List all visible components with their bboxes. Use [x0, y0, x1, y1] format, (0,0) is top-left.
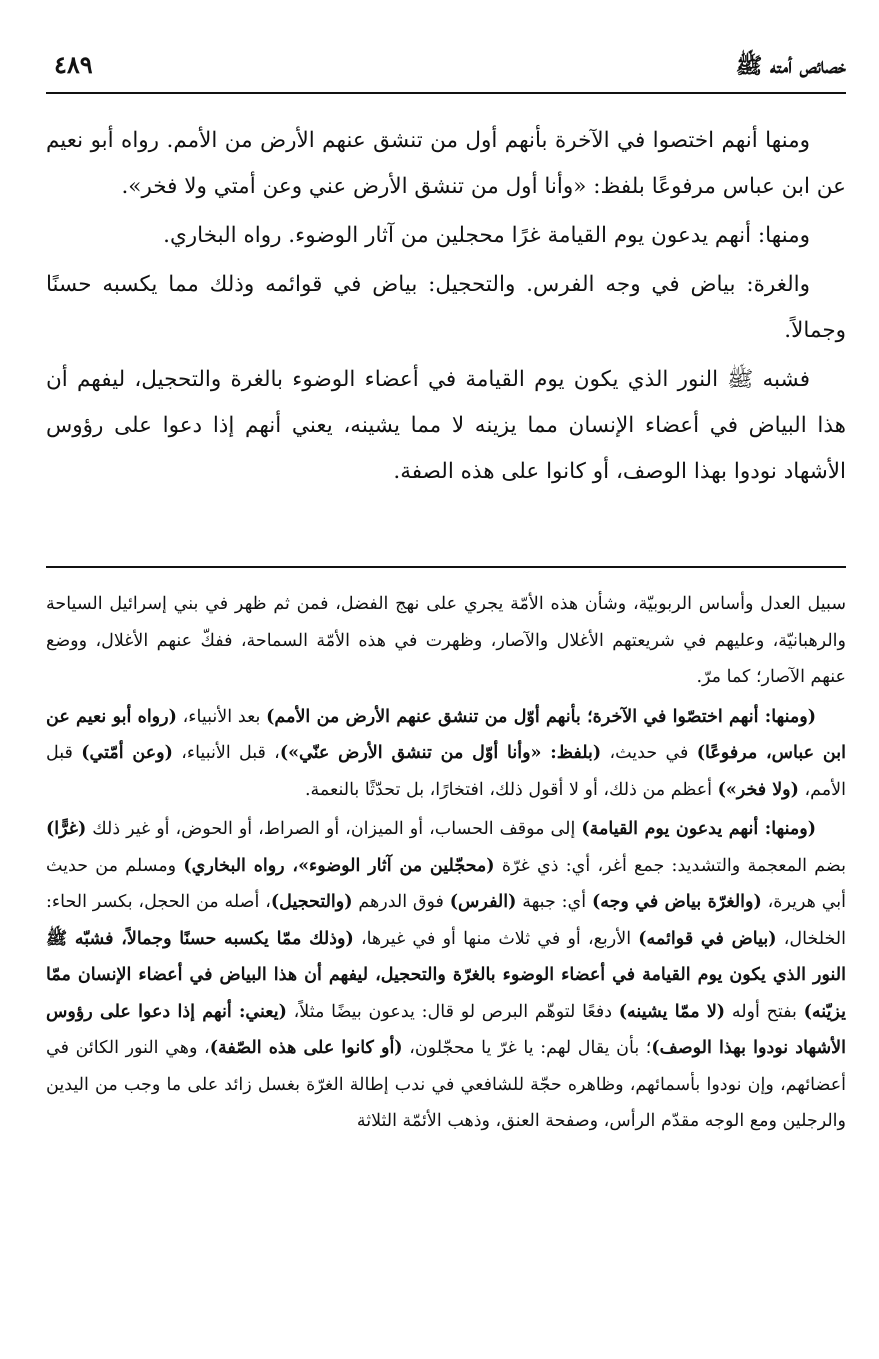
gloss-text: ، أصله من الحجل، بكسر الحاء: الخلخال، [46, 892, 846, 949]
commentary [46, 586, 846, 1143]
gloss-text: ؛ بأن يقال لهم: يا غرّ يا محجّلون، [402, 1038, 652, 1058]
gloss-text: إلى موقف الحساب، أو الميزان، أو الصراط، أو الحوض، أو غير ذلك [86, 819, 582, 839]
gloss-text: ، قبل الأنبياء، [172, 743, 280, 763]
gloss-text: قبل الأمم، [46, 743, 846, 800]
main-text [46, 118, 846, 498]
quoted-text: (رواه أبو نعيم عن ابن عباس، مرفوعًا) [46, 706, 846, 763]
quoted-text: (ومنها: أنهم يدعون يوم القيامة) [581, 819, 816, 839]
quoted-text: (وعن أمّتي) [81, 743, 173, 763]
gloss-text: فوق الدرهم [352, 892, 450, 912]
gloss-text: بعد الأنبياء، [176, 706, 267, 727]
gloss-text: بفتح أوله [725, 1001, 804, 1022]
quoted-text: (لا ممّا يشينه) [618, 1001, 726, 1022]
gloss-text: أعظم من ذلك، أو لا أقول ذلك، افتخارًا، بل تحدّثًا بالنعمة. [304, 779, 718, 800]
main-paragraph: والغرة: بياض في وجه الفرس. والتحجيل: بياض في قوائمه وذلك مما يكسبه حسنًا وجمالاً. [46, 272, 846, 343]
book-page [46, 50, 847, 1131]
quoted-text: (والتحجيل) [270, 892, 353, 912]
gloss-text: دفعًا لتوهّم البرص لو قال: يدعون بيضًا مثلاً، [286, 1001, 619, 1022]
quoted-text: (يعني: أنهم إذا دعوا على رؤوس الأشهاد نودوا بهذا الوصف) [46, 1001, 847, 1058]
main-paragraph: فشبه ﷺ النور الذي يكون يوم القيامة في أعضاء الوضوء بالغرة والتحجيل، ليفهم أن هذا البياض في أعضاء الإنسان مما يزينه لا مما يشينه، يعني أنهم إذا دعوا على رؤوس الأشهاد نودوا بهذا الوصف، أو كانوا على هذه الصفة. [46, 367, 846, 484]
gloss-text: ومسلم من حديث أبي هريرة، [46, 855, 847, 912]
quoted-text: (ولا فخر») [717, 779, 799, 800]
footnote-separator [46, 566, 846, 568]
commentary-paragraph [46, 699, 846, 809]
quoted-text: (وذلك ممّا يكسبه حسنًا وجمالاً، فشبّه ﷺ النور الذي يكون يوم القيامة في أعضاء الوضوء بالغرّة والتحجيل، ليفهم أن هذا البياض في أعضاء الإنسان ممّا يزيّنه) [46, 928, 846, 1022]
main-paragraph: ومنها أنهم اختصوا في الآخرة بأنهم أول من تنشق عنهم الأرض من الأمم. رواه أبو نعيم عن ابن عباس مرفوعًا بلفظ: «وأنا أول من تنشق الأرض عني وعن أمتي ولا فخر». [46, 128, 846, 199]
quoted-text: (بلفظ: «وأنا أوّل من تنشق الأرض عنّي») [279, 743, 602, 763]
gloss-text: الأربع، أو في ثلاث منها أو في غيرها، [353, 928, 639, 949]
quoted-text: (محجّلين من آثار الوضوء»، رواه البخاري) [183, 855, 495, 876]
gloss-text: في حديث، [601, 743, 697, 763]
quoted-text: (والغرّة بياض في وجه) [591, 892, 762, 912]
quoted-text: (غرًّا) [46, 819, 87, 839]
running-header [46, 52, 846, 92]
quoted-text: (ومنها: أنهم اختصّوا في الآخرة؛ بأنهم أوّل من تنشق عنهم الأرض من الأمم) [266, 706, 816, 727]
header-title: خصائص أمته ﷺ [735, 53, 846, 79]
commentary-paragraph [46, 811, 846, 1140]
page-number: ٤٨٩ [54, 50, 93, 79]
main-paragraph: ومنها: أنهم يدعون يوم القيامة غرًا محجلين من آثار الوضوء. رواه البخاري. [163, 223, 810, 248]
quoted-text: (بياض في قوائمه) [638, 928, 777, 949]
gloss-text: أي: جبهة [516, 892, 592, 912]
commentary-paragraph: سبيل العدل وأساس الربوبيّة، وشأن هذه الأمّة يجري على نهج الفضل، فمن ثم ظهر في بني إسرائيل السياحة والرهبانيّة، وعليهم في شريعتهم الأغلال والآصار، وظهرت في هذه الأمّة السماحة، ففكّ عنهم الأغلال، ووضع عنهم الآصار؛ كما مرّ. [46, 594, 846, 687]
gloss-text: ، وهي النور الكائن في أعضائهم، وإن نودوا بأسمائهم، وظاهره حجّة للشافعي في ندب إطالة الغرّة بغسل زائد على ما وجب من اليدين والرجلين ومع الوجه مقدّم الرأس، وصفحة العنق، وذهب الأئمّة الثلاثة [46, 1038, 846, 1131]
gloss-text: بضم المعجمة والتشديد: جمع أغر، أي: ذي غرّة [494, 855, 846, 876]
quoted-text: (أو كانوا على هذه الصّفة) [209, 1038, 403, 1058]
header-rule [46, 92, 846, 94]
quoted-text: (الفرس) [449, 892, 517, 912]
